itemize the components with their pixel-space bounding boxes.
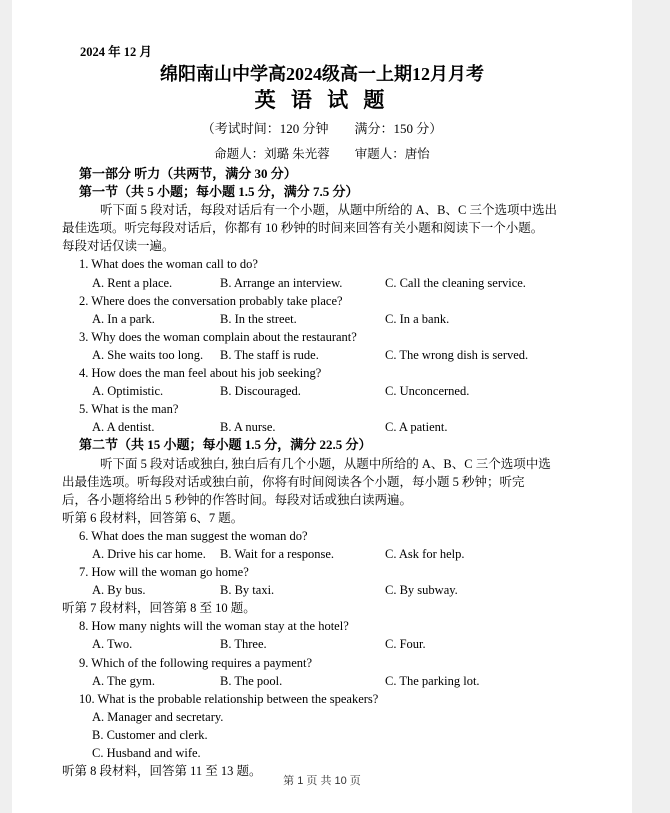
option-a: A. The gym.	[92, 673, 155, 688]
question-4: 4. How does the man feel about his job seeking?	[79, 366, 322, 381]
material-cue-6: 听第 6 段材料，回答第 6、7 题。	[62, 510, 244, 525]
document-page	[12, 0, 632, 813]
option-b: B. Discouraged.	[220, 384, 301, 399]
question-4-options	[92, 382, 632, 400]
option-a: A. Two.	[92, 637, 133, 652]
option-b: B. Customer and clerk.	[92, 727, 208, 742]
page-number: 第 1 页 共 10 页	[283, 775, 361, 787]
question-8-options	[92, 635, 632, 653]
option-a: A. Drive his car home.	[92, 546, 206, 561]
option-c: C. In a bank.	[385, 311, 450, 326]
option-c: C. Unconcerned.	[385, 384, 470, 399]
option-a: A. Optimistic.	[92, 384, 164, 399]
question-8: 8. How many nights will the woman stay at the hotel?	[79, 619, 349, 634]
authors-line: 命题人：刘璐 朱光蓉 审题人：唐怡	[214, 147, 430, 161]
option-b: B. The pool.	[220, 673, 283, 688]
section2-heading: 第二节（共 15 小题；每小题 1.5 分，满分 22.5 分）	[79, 437, 372, 453]
question-3-options	[92, 346, 632, 364]
part1-heading: 第一部分 听力（共两节，满分 30 分）	[79, 166, 297, 181]
question-2: 2. Where does the conversation probably take place?	[79, 293, 343, 308]
instruction-line: 听下面 5 段对话或独白, 独白后有几个小题，从题中所给的 A、B、C 三个选项中选	[100, 456, 551, 471]
option-a: A. A dentist.	[92, 420, 155, 435]
option-b: B. Arrange an interview.	[220, 275, 343, 290]
material-cue-8: 听第 8 段材料，回答第 11 至 13 题。	[62, 764, 262, 779]
option-a: A. In a park.	[92, 311, 155, 326]
option-a: A. By bus.	[92, 583, 146, 598]
option-c: C. A patient.	[385, 420, 448, 435]
instruction-line: 听下面 5 段对话，每段对话后有一个小题，从题中所给的 A、B、C 三个选项中选出	[100, 203, 557, 218]
option-c: C. Ask for help.	[385, 546, 465, 561]
question-9-options	[92, 672, 632, 690]
option-c: C. Four.	[385, 637, 426, 652]
question-6: 6. What does the man suggest the woman do?	[79, 528, 308, 543]
school-exam-title: 绵阳南山中学高2024级高一上期12月月考	[160, 64, 484, 84]
option-c: C. By subway.	[385, 583, 458, 598]
question-5-options	[92, 418, 632, 436]
exam-body	[12, 165, 632, 780]
option-c: C. The wrong dish is served.	[385, 347, 529, 362]
question-6-options	[92, 545, 632, 563]
option-b: B. By taxi.	[220, 583, 275, 598]
option-c: C. Call the cleaning service.	[385, 275, 526, 290]
instruction-line: 每段对话仅读一遍。	[62, 239, 175, 254]
exam-date: 2024 年 12 月	[80, 45, 152, 59]
option-b: B. In the street.	[220, 311, 297, 326]
instruction-line: 出最佳选项。听每段对话或独白前，你将有时间阅读各个小题，每小题 5 秒钟；听完	[62, 474, 525, 489]
question-10: 10. What is the probable relationship between the speakers?	[79, 691, 379, 706]
option-a: A. Manager and secretary.	[92, 709, 224, 724]
question-1-options	[92, 274, 632, 292]
instruction-line: 后，各小题将给出 5 秒钟的作答时间。每段对话或独白读两遍。	[62, 492, 413, 507]
option-c: C. The parking lot.	[385, 673, 480, 688]
option-b: B. A nurse.	[220, 420, 276, 435]
option-a: A. She waits too long.	[92, 347, 204, 362]
instruction-line: 最佳选项。听完每段对话后，你都有 10 秒钟的时间来回答有关小题和阅读下一个小题。	[62, 221, 544, 236]
question-7-options	[92, 581, 632, 599]
exam-meta: （考试时间：120 分钟 满分：150 分）	[201, 121, 443, 136]
subject-title: 英 语 试 题	[254, 88, 390, 112]
option-a: A. Rent a place.	[92, 275, 173, 290]
question-9: 9. Which of the following requires a payment?	[79, 655, 313, 670]
question-5: 5. What is the man?	[79, 402, 179, 417]
option-b: B. Three.	[220, 637, 267, 652]
material-cue-7: 听第 7 段材料，回答第 8 至 10 题。	[62, 601, 256, 616]
question-1: 1. What does the woman call to do?	[79, 257, 258, 272]
option-c: C. Husband and wife.	[92, 746, 201, 760]
section1-heading: 第一节（共 5 小题；每小题 1.5 分，满分 7.5 分）	[79, 184, 359, 200]
question-7: 7. How will the woman go home?	[79, 565, 249, 580]
question-3: 3. Why does the woman complain about the restaurant?	[79, 329, 357, 344]
question-2-options	[92, 310, 632, 328]
option-b: B. Wait for a response.	[220, 546, 335, 561]
option-b: B. The staff is rude.	[220, 347, 319, 362]
